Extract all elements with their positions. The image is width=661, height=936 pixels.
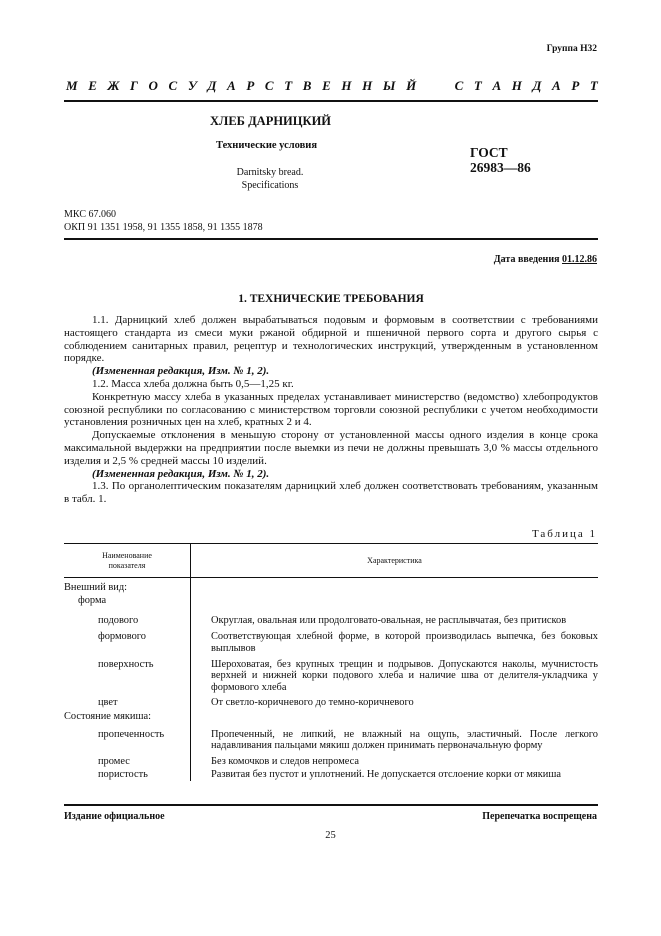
english-title-line2: Specifications xyxy=(241,180,299,191)
heading-letter: Г xyxy=(130,78,138,93)
heading-letter: Ы xyxy=(382,78,396,93)
intro-date-label: Дата введения xyxy=(493,254,562,265)
heading-letter: Н xyxy=(511,78,522,93)
indicator-name: Состояние мякиша: xyxy=(64,709,191,722)
indicator-name: Внешний вид: xyxy=(64,578,191,594)
header-indicator xyxy=(64,544,191,578)
introduction-date xyxy=(494,254,597,265)
classification-codes xyxy=(64,208,263,234)
paragraph-1-1: 1.1. Дарницкий хлеб должен вырабатываться подовым и формовым в соответствии с требованиями настоящего стандарта из смеси муки ржаной обдирной и пшеничной первого сорта и другого сырья с соблюдением санитарных правил, рецептур и технологических инструкций, утвержденным в установленном порядке. xyxy=(64,314,598,365)
english-title xyxy=(200,166,340,192)
indicator-name: пористость xyxy=(64,767,191,780)
footer-divider xyxy=(64,804,598,806)
heading-letter: Й xyxy=(406,78,417,93)
document-title: ХЛЕБ ДАРНИЦКИЙ xyxy=(210,114,332,128)
indicator-name: цвет xyxy=(64,693,191,708)
paragraph-1-3: 1.3. По органолептическим показателям дарницкий хлеб должен соответствовать требованиям, указанным в табл. 1. xyxy=(64,480,598,506)
indicator-description: Шероховатая, без крупных трещин и подрывов. Допускаются наколы, мучнистость верхней и нижней корки подового хлеба и наличие шва от делителя-укладчика у формового хлеба xyxy=(211,659,598,693)
heading-letter: С xyxy=(168,78,178,93)
indicator-description: Соответствующая хлебной форме, в которой производилась выпечка, без боковых выплывов xyxy=(211,631,598,654)
heading-letter: Т xyxy=(284,78,293,93)
indicator-name: подового xyxy=(64,607,191,626)
indicator-description xyxy=(191,593,599,606)
indicator-name: формового xyxy=(64,626,191,654)
official-edition-label: Издание официальное xyxy=(64,811,165,822)
heading-letter: Е xyxy=(88,78,97,93)
indicator-description: Развитая без пустот и уплотнений. Не допускается отслоение корки от мякиша xyxy=(211,769,561,781)
indicator-name: поверхность xyxy=(64,654,191,693)
gost-code: 26983—86 xyxy=(470,160,531,175)
heading-letter: Р xyxy=(246,78,255,93)
indicator-description: Без комочков и следов непромеса xyxy=(211,755,360,767)
gost-number xyxy=(470,145,531,175)
heading-letter: Ж xyxy=(107,78,120,93)
header-characteristic: Характеристика xyxy=(191,544,599,578)
indicator-name: форма xyxy=(64,593,191,606)
indicator-description: Пропеченный, не липкий, не влажный на ощупь, эластичный. После легкого надавливания пальцами мякиш должен принимать первоначальную форму xyxy=(211,729,598,752)
heading-letter: Н xyxy=(341,78,352,93)
document-subtitle: Технические условия xyxy=(216,140,318,151)
table-caption: Таблица 1 xyxy=(531,528,597,540)
heading-gap xyxy=(427,78,430,94)
okp-code: ОКП 91 1351 1958, 91 1355 1858, 91 1355 1878 xyxy=(64,222,263,233)
heading-letter: С xyxy=(454,78,464,93)
indicator-description: Округлая, овальная или продолговато-овальная, не расплывчатая, без притисков xyxy=(211,614,567,626)
heading-letter: Р xyxy=(571,78,580,93)
heading-letter: А xyxy=(492,78,502,93)
table-row xyxy=(64,626,598,654)
heading-letter: У xyxy=(187,78,197,93)
gost-label: ГОСТ xyxy=(470,145,508,160)
indicator-description xyxy=(191,709,599,722)
table-row xyxy=(64,593,598,606)
organoleptic-table xyxy=(64,543,598,781)
indicator-description xyxy=(191,578,599,594)
english-title-line1: Darnitsky bread. xyxy=(236,167,304,178)
heading-letter: Д xyxy=(207,78,217,93)
paragraph-1-2: 1.2. Масса хлеба должна быть 0,5—1,25 кг. xyxy=(92,377,294,390)
heading-letter: Е xyxy=(322,78,331,93)
table-row xyxy=(64,693,598,708)
page-number: 25 xyxy=(325,830,336,841)
standard-type-heading xyxy=(66,78,598,94)
amendment-note: (Измененная редакция, Изм. № 1, 2). xyxy=(92,467,270,480)
header-indicator-line1: Наименование xyxy=(102,550,152,560)
intro-date-value: 01.12.86 xyxy=(562,254,597,265)
header-indicator-line2: показателя xyxy=(108,560,146,570)
group-code: Группа Н32 xyxy=(546,44,597,54)
header-divider xyxy=(64,238,598,240)
paragraph-mass: Конкретную массу хлеба в указанных пределах устанавливает министерство (ведомство) хлебопродуктов союзной республики по согласованию с министерством торговли союзной республики с учетом необходимости установления розничных цен на хлеб, кратных 2 и 4. xyxy=(64,390,598,429)
section-title: 1. ТЕХНИЧЕСКИЕ ТРЕБОВАНИЯ xyxy=(238,293,424,305)
heading-letter: С xyxy=(264,78,274,93)
table-row xyxy=(64,607,598,626)
amendment-note: (Измененная редакция, Изм. № 1, 2). xyxy=(92,365,270,378)
heading-letter: А xyxy=(552,78,561,93)
heading-letter: Т xyxy=(589,78,598,93)
table-row xyxy=(64,578,598,594)
table-header-row xyxy=(64,544,598,578)
table-row xyxy=(64,767,598,780)
heading-letter: В xyxy=(302,78,312,93)
heading-letter: Т xyxy=(473,78,482,93)
heading-letter: М xyxy=(66,78,78,93)
heading-gap xyxy=(441,78,444,94)
section-body xyxy=(64,314,598,506)
top-divider xyxy=(64,100,598,102)
heading-letter: О xyxy=(148,78,158,93)
table-row xyxy=(64,709,598,722)
reprint-prohibited-label: Перепечатка воспрещена xyxy=(482,811,597,822)
indicator-description: От светло-коричневого до темно-коричневого xyxy=(211,697,414,709)
table-row xyxy=(64,722,598,752)
table-row xyxy=(64,654,598,693)
heading-letter: Д xyxy=(532,78,542,93)
heading-letter: А xyxy=(227,78,236,93)
table-row xyxy=(64,752,598,767)
indicator-name: промес xyxy=(64,752,191,767)
heading-letter: Н xyxy=(362,78,373,93)
indicator-name: пропеченность xyxy=(64,722,191,752)
mks-code: МКС 67.060 xyxy=(64,209,116,220)
paragraph-deviation: Допускаемые отклонения в меньшую сторону от установленной массы одного изделия в конце срока максимальной выдержки на предприятии после выемки из печи не должны превышать 3,0 % массы отдельного изделия и 2,5 % средней массы 10 изделий. xyxy=(64,429,598,467)
